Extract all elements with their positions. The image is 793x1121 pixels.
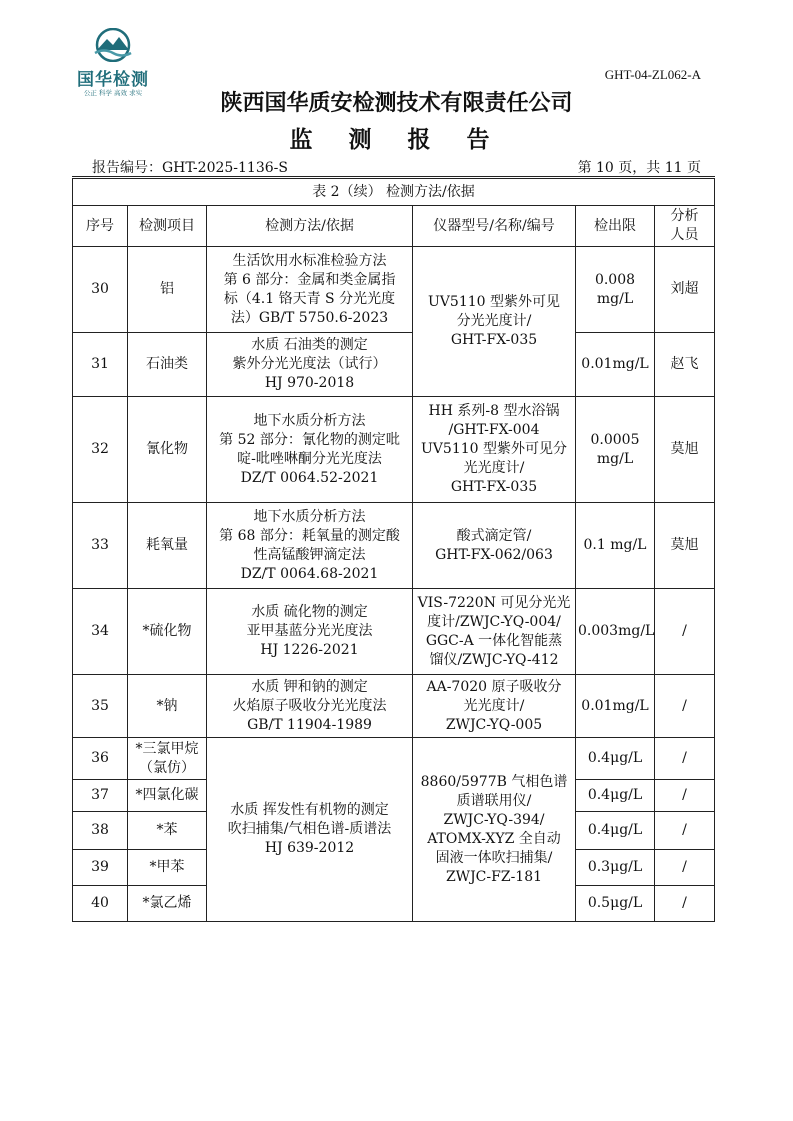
method-line: 性高锰酸钾滴定法 (253, 546, 366, 563)
method-table (72, 176, 715, 922)
instrument-line: 分光光度计/ (456, 313, 532, 329)
analyst: / (655, 850, 715, 886)
analyst: 刘超 (655, 247, 715, 333)
detection-limit: 0.5μg/L (576, 886, 655, 922)
detection-limit: 0.1 mg/L (576, 503, 655, 589)
column-header-line: 人员 (670, 227, 699, 243)
detection-limit: 0.4μg/L (576, 738, 655, 780)
instrument-line: AA-7020 原子吸收分 (426, 678, 562, 695)
method-line: 紫外分光光度法（试行） (232, 356, 387, 372)
method-line: 第 6 部分：金属和类金属指 (223, 271, 396, 288)
column-header: 仪器型号/名称/编号 (413, 206, 576, 247)
row-number: 33 (73, 503, 128, 589)
instrument-shared (413, 738, 576, 922)
analyst: / (655, 812, 715, 850)
instrument (413, 503, 576, 589)
instrument-line: ATOMX-XYZ 全自动 (427, 830, 561, 847)
detection-limit (576, 397, 655, 503)
item-line: （氯仿） (139, 759, 195, 776)
method-line: 水质 钾和钠的测定 (251, 678, 368, 695)
instrument-line: GHT-FX-035 (450, 479, 538, 495)
detection-limit: 0.01mg/L (576, 333, 655, 397)
report-number: 报告编号：GHT-2025-1136-S (92, 160, 288, 176)
row-number: 36 (73, 738, 128, 780)
company-name: 陕西国华质安检测技术有限责任公司 (220, 91, 573, 116)
instrument (413, 589, 576, 675)
method-line: 地下水质分析方法 (253, 412, 366, 429)
instrument-line: 质谱联用仪/ (456, 792, 532, 809)
method-line: HJ 1226-2021 (260, 642, 359, 658)
detection-limit: 0.4μg/L (576, 812, 655, 850)
test-item: *钠 (128, 675, 207, 738)
instrument-line: GHT-FX-035 (450, 332, 538, 348)
column-header: 检出限 (576, 206, 655, 247)
test-item: 氰化物 (128, 397, 207, 503)
column-header: 检测项目 (128, 206, 207, 247)
test-item: 铝 (128, 247, 207, 333)
test-item: 石油类 (128, 333, 207, 397)
instrument (413, 397, 576, 503)
test-item: *氯乙烯 (128, 886, 207, 922)
instrument-line: ZWJC-FZ-181 (445, 868, 543, 885)
instrument-line: GHT-FX-062/063 (435, 546, 553, 563)
row-number: 40 (73, 886, 128, 922)
instrument-shared (413, 247, 576, 397)
detection-limit: 0.01mg/L (576, 675, 655, 738)
test-item: *四氯化碳 (128, 780, 207, 812)
instrument-line: 酸式滴定管/ (456, 527, 532, 544)
report-title: 监 测 报 告 (289, 127, 504, 153)
instrument-line: UV5110 型紫外可见分 (421, 441, 567, 457)
column-header-line: 分析 (670, 208, 699, 224)
method-line: DZ/T 0064.68-2021 (240, 565, 379, 582)
instrument-line: GGC-A 一体化智能蒸 (425, 632, 563, 649)
instrument-line: ZWJC-YQ-394/ (443, 811, 545, 828)
detection-limit: 0.3μg/L (576, 850, 655, 886)
table-header-row (73, 206, 715, 247)
instrument-line: VIS-7220N 可见分光光 (417, 594, 571, 611)
test-item: *硫化物 (128, 589, 207, 675)
page-number: 第 10 页，共 11 页 (577, 160, 701, 176)
method-line: 火焰原子吸收分光光度法 (232, 697, 387, 714)
method-line: 生活饮用水标准检验方法 (232, 252, 387, 269)
analyst: / (655, 886, 715, 922)
column-header (655, 206, 715, 247)
instrument-line: ZWJC-YQ-005 (445, 716, 543, 733)
instrument-line: 光光度计/ (463, 460, 525, 476)
limit-line: 0.008 (594, 271, 636, 288)
analyst: 莫旭 (655, 503, 715, 589)
table-row (73, 503, 715, 589)
analyst: / (655, 675, 715, 738)
method-shared (207, 738, 413, 922)
logo-mountain-wave-icon (89, 28, 137, 62)
analyst: 莫旭 (655, 397, 715, 503)
analyst: / (655, 738, 715, 780)
limit-line: mg/L (596, 450, 634, 467)
table-row (73, 675, 715, 738)
instrument-line: 馏仪/ZWJC-YQ-412 (429, 651, 559, 668)
column-header: 检测方法/依据 (207, 206, 413, 247)
row-number: 32 (73, 397, 128, 503)
instrument-line: 光光度计/ (463, 697, 525, 714)
test-item: *甲苯 (128, 850, 207, 886)
test-item: *苯 (128, 812, 207, 850)
test-method (207, 333, 413, 397)
instrument-line: /GHT-FX-004 (448, 422, 540, 438)
table-row (73, 738, 715, 780)
table-row (73, 589, 715, 675)
row-number: 39 (73, 850, 128, 886)
table-row (73, 333, 715, 397)
method-line: 水质 硫化物的测定 (251, 604, 368, 620)
limit-line: 0.0005 (590, 431, 640, 448)
instrument-line: 度计/ZWJC-YQ-004/ (427, 613, 561, 630)
analyst: / (655, 780, 715, 812)
row-number: 35 (73, 675, 128, 738)
logo-slogan: 公正 科学 高效 求实 (83, 89, 143, 97)
method-line: 法）GB/T 5750.6-2023 (230, 309, 389, 326)
instrument-line: UV5110 型紫外可见 (428, 294, 560, 310)
method-line: 水质 石油类的测定 (251, 337, 368, 353)
table-row (73, 397, 715, 503)
test-item (128, 738, 207, 780)
analyst: / (655, 589, 715, 675)
table-row (73, 247, 715, 333)
limit-line: mg/L (596, 290, 634, 307)
test-method (207, 247, 413, 333)
document-code: GHT-04-ZL062-A (604, 67, 701, 82)
method-line: 亚甲基蓝分光光度法 (246, 623, 373, 639)
method-line: 第 68 部分：耗氧量的测定酸 (219, 527, 400, 544)
table-caption: 表 2（续） 检测方法/依据 (73, 178, 715, 206)
method-line: 啶-吡唑啉酮分光光度法 (237, 450, 382, 467)
row-number: 38 (73, 812, 128, 850)
method-line: GB/T 11904-1989 (247, 716, 372, 733)
row-number: 37 (73, 780, 128, 812)
instrument-line: HH 系列-8 型水浴锅 (428, 403, 560, 419)
test-method (207, 503, 413, 589)
row-number: 30 (73, 247, 128, 333)
method-line: 水质 挥发性有机物的测定 (230, 802, 389, 818)
instrument-line: 固液一体吹扫捕集/ (435, 849, 553, 866)
logo-name: 国华检测 (77, 70, 149, 90)
instrument (413, 675, 576, 738)
detection-limit (576, 247, 655, 333)
test-method (207, 589, 413, 675)
method-line: HJ 970-2018 (264, 375, 355, 391)
column-header: 序号 (73, 206, 128, 247)
method-line: 地下水质分析方法 (253, 508, 366, 525)
item-line: *三氯甲烷 (135, 740, 199, 757)
instrument-line: 8860/5977B 气相色谱 (420, 773, 568, 790)
test-method (207, 397, 413, 503)
row-number: 31 (73, 333, 128, 397)
method-line: DZ/T 0064.52-2021 (240, 469, 379, 486)
method-line: HJ 639-2012 (264, 840, 355, 856)
detection-limit: 0.4μg/L (576, 780, 655, 812)
detection-limit: 0.003mg/L (576, 589, 655, 675)
method-line: 第 52 部分：氰化物的测定吡 (219, 431, 400, 448)
method-line: 标（4.1 铬天青 S 分光光度 (223, 290, 396, 307)
analyst: 赵飞 (655, 333, 715, 397)
method-line: 吹扫捕集/气相色谱-质谱法 (227, 821, 392, 837)
test-item: 耗氧量 (128, 503, 207, 589)
test-method (207, 675, 413, 738)
row-number: 34 (73, 589, 128, 675)
